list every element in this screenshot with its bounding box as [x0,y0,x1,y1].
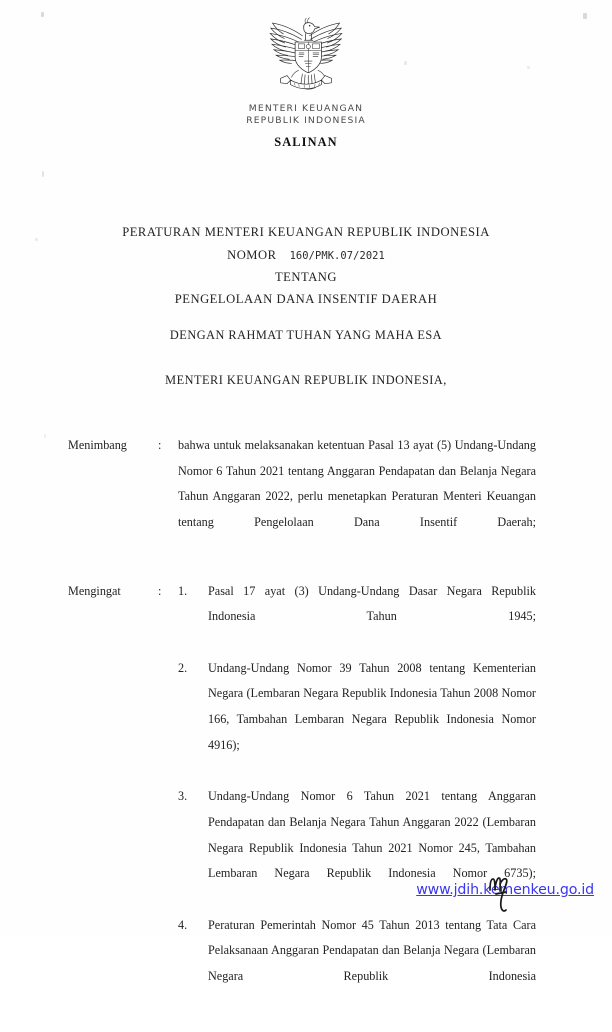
jdih-url-link[interactable]: www.jdih.kemenkeu.go.id [416,882,594,898]
scan-speck [44,434,46,438]
letterhead [0,103,612,150]
list-item [178,656,536,785]
garuda-pancasila-icon [260,14,352,100]
nomor-value: 160/PMK.07/2021 [289,249,385,262]
list-item [178,579,536,656]
mengingat-colon: : [158,583,162,598]
list-item-number: 4. [178,917,188,932]
mengingat-body [178,579,536,1016]
list-item-text: Pasal 17 ayat (3) Undang-Undang Dasar Negara Republik Indonesia Tahun 1945; [208,583,536,624]
scan-speck [42,171,44,177]
tentang-label: TENTANG [274,270,338,284]
emblem-container [0,14,612,100]
ministry-line-1: MENTERI KEUANGAN [248,103,364,114]
blessing-line: DENGAN RAHMAT TUHAN YANG MAHA ESA [169,328,443,342]
footer [0,882,612,916]
clause-mengingat [68,579,536,1016]
copy-mark: SALINAN [274,134,338,149]
list-item-text: Undang-Undang Nomor 6 Tahun 2021 tentang Anggaran Pendapatan dan Belanja Negara Tahun Anggaran 2022 (Lembaran Negara Republik Indonesia Tahun 2021 Nomor 245, Tambahan Lembaran Negara Republik Indonesia Nomor 6735); [208,789,536,881]
list-item-number: 2. [178,660,188,675]
ministry-line-2: REPUBLIK INDONESIA [246,115,366,127]
list-item-text: Peraturan Pemerintah Nomor 45 Tahun 2013 tentang Tata Cara Pelaksanaan Anggaran Pendapatan dan Belanja Negara (Lembaran Negara Republik Indonesia [208,917,536,984]
menimbang-label: Menimbang [68,438,127,452]
list-item-text: Undang-Undang Nomor 39 Tahun 2008 tentang Kementerian Negara (Lembaran Negara Republik Indonesia Tahun 2008 Nomor 166, Tambahan Lembaran Negara Republik Indonesia Nomor 4916); [208,660,536,752]
list-item [178,913,536,1016]
mengingat-label: Mengingat [68,583,121,598]
regulation-subject: PENGELOLAAN DANA INSENTIF DAERAH [174,291,438,306]
regulation-title-block [0,222,612,310]
authority-line: MENTERI KEUANGAN REPUBLIK INDONESIA, [165,373,447,387]
list-item-number: 3. [178,789,188,804]
list-item-number: 1. [178,583,188,598]
menimbang-colon: : [158,438,162,452]
regulation-number-row [0,244,612,268]
clauses-section [68,433,536,1032]
regulation-heading: PERATURAN MENTERI KEUANGAN REPUBLIK INDONESIA [122,225,490,239]
invocation-block [0,328,612,388]
menimbang-body [178,433,536,562]
menimbang-text: bahwa untuk melaksanakan ketentuan Pasal 13 ayat (5) Undang-Undang Nomor 6 Tahun 2021 tentang Anggaran Pendapatan dan Belanja Negara Tahun Anggaran 2022, perlu menetapkan Peraturan Menteri Keuangan tentang Pengelolaan Dana Insentif Daerah; [178,438,536,530]
clause-menimbang [68,433,536,562]
mengingat-list [178,579,536,1016]
nomor-label: NOMOR [227,247,277,262]
